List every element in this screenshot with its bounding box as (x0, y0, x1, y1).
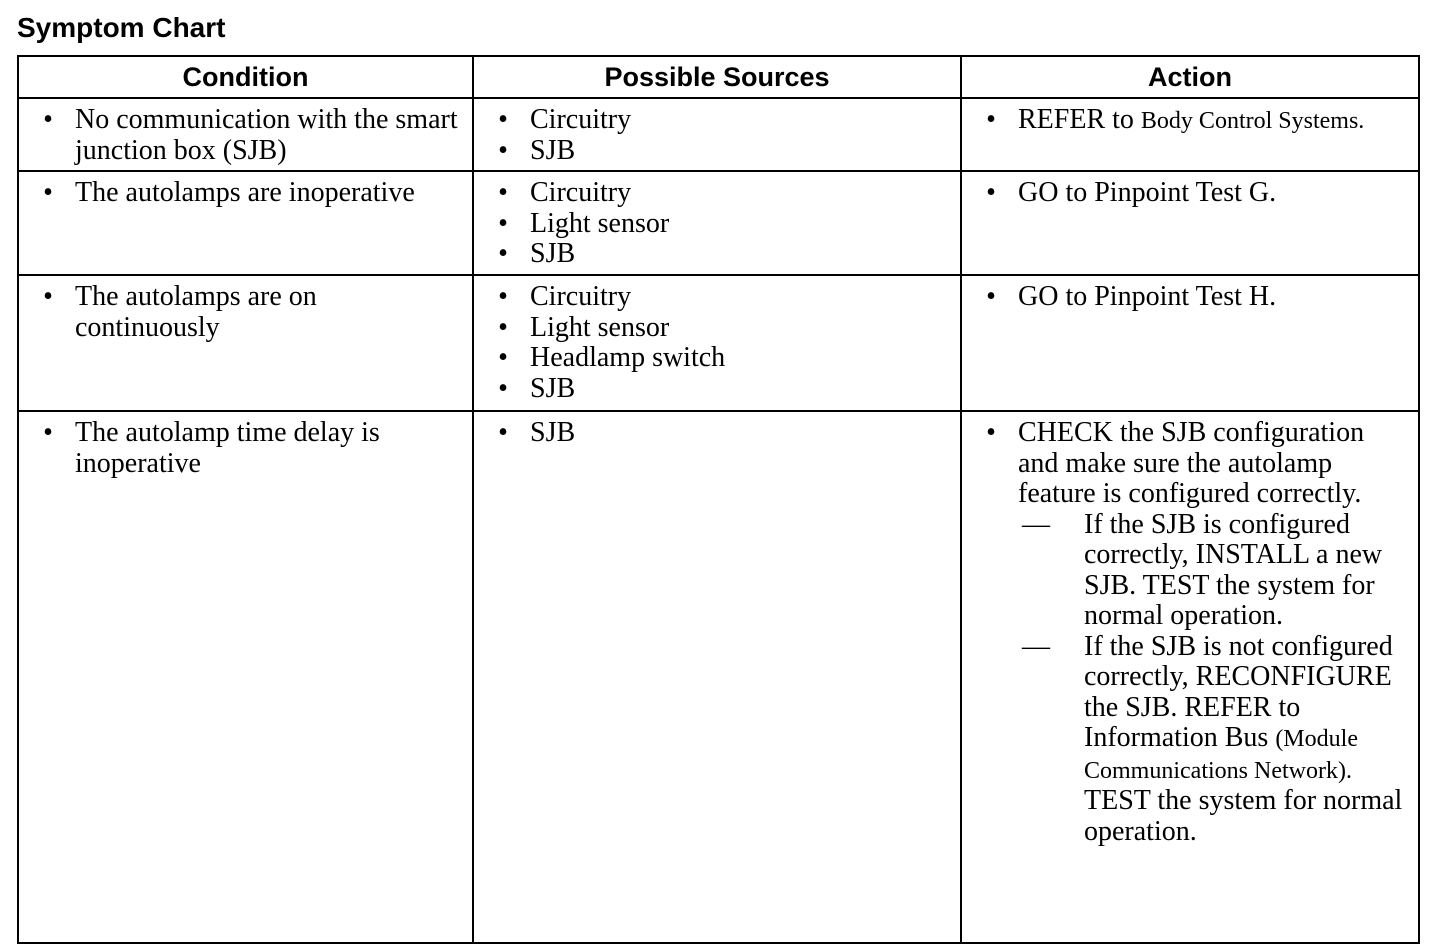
list-item (484, 239, 952, 270)
cross-reference: Body Control Systems. (1140, 108, 1365, 134)
table-row (18, 171, 1419, 275)
source-text: SJB (530, 417, 576, 448)
dash-icon: — (1022, 630, 1050, 662)
list-item (484, 282, 952, 313)
column-header-sources: Possible Sources (473, 56, 961, 98)
list-item (29, 282, 464, 343)
table-row (18, 275, 1419, 411)
sources-cell (473, 171, 961, 275)
source-text: Circuitry (530, 177, 632, 208)
list-item (484, 105, 952, 136)
source-text: Circuitry (530, 104, 632, 135)
source-text: Circuitry (530, 281, 632, 312)
bullet-icon: • (498, 238, 508, 269)
condition-text: The autolamps are on continuously (75, 281, 317, 343)
list-item (484, 209, 952, 240)
table-row (18, 98, 1419, 171)
bullet-icon: • (986, 281, 996, 312)
action-text: REFER to (1018, 104, 1134, 135)
list-item (484, 374, 952, 405)
source-text: SJB (530, 372, 576, 404)
column-header-action: Action (961, 56, 1419, 98)
list-item (972, 178, 1410, 209)
table-header-row (18, 56, 1419, 98)
list-item (484, 343, 952, 374)
dash-icon: — (1022, 508, 1050, 540)
source-text: SJB (530, 134, 576, 166)
sub-step-tail: TEST the system for normal operation. (1084, 785, 1403, 847)
action-cell (961, 171, 1419, 275)
condition-cell (18, 411, 473, 943)
source-text: Light sensor (530, 207, 670, 239)
action-text: GO to Pinpoint Test H. (1018, 281, 1277, 312)
bullet-icon: • (498, 372, 508, 404)
list-item (484, 178, 952, 209)
condition-text: No communication with the smart junction box (SJB) (75, 104, 458, 166)
source-text: Light sensor (530, 311, 670, 343)
sub-step-text: If the SJB is not configured correctly, RECONFIGURE the SJB. REFER to Information Bus (1084, 630, 1393, 753)
sources-cell (473, 275, 961, 411)
table-row (18, 411, 1419, 943)
bullet-icon: • (986, 104, 996, 135)
sub-step-text: If the SJB is configured correctly, INSTALL a new SJB. TEST the system for normal operation. (1084, 508, 1383, 631)
list-item (29, 418, 464, 479)
list-item (972, 418, 1410, 847)
bullet-icon: • (43, 417, 53, 448)
condition-text: The autolamps are inoperative (75, 177, 415, 208)
list-item (29, 105, 464, 166)
sub-step (1018, 510, 1410, 632)
sources-cell (473, 98, 961, 171)
condition-cell (18, 275, 473, 411)
bullet-icon: • (498, 281, 508, 312)
action-text: GO to Pinpoint Test G. (1018, 177, 1277, 208)
source-text: SJB (530, 238, 576, 269)
column-header-condition: Condition (18, 56, 473, 98)
list-item (29, 178, 464, 209)
condition-cell (18, 98, 473, 171)
list-item (484, 136, 952, 167)
action-cell (961, 411, 1419, 943)
list-item (972, 282, 1410, 313)
action-text: CHECK the SJB configuration and make sure the autolamp feature is configured correctly. (1018, 417, 1365, 509)
condition-cell (18, 171, 473, 275)
action-cell (961, 275, 1419, 411)
bullet-icon: • (498, 104, 508, 135)
sub-step (1018, 632, 1410, 848)
bullet-icon: • (498, 311, 508, 343)
bullet-icon: • (43, 281, 53, 312)
sources-cell (473, 411, 961, 943)
bullet-icon: • (986, 417, 996, 448)
source-text: Headlamp switch (530, 342, 726, 373)
bullet-icon: • (43, 104, 53, 135)
action-cell (961, 98, 1419, 171)
bullet-icon: • (43, 177, 53, 208)
list-item (484, 418, 952, 449)
list-item (972, 105, 1410, 137)
condition-text: The autolamp time delay is inoperative (75, 417, 380, 479)
bullet-icon: • (498, 342, 508, 373)
page-title: Symptom Chart (17, 12, 226, 43)
bullet-icon: • (498, 207, 508, 239)
bullet-icon: • (986, 177, 996, 208)
bullet-icon: • (498, 417, 508, 448)
bullet-icon: • (498, 177, 508, 208)
symptom-chart-table (17, 55, 1420, 944)
cross-reference: (Module Communications Network). (1084, 726, 1358, 784)
list-item (484, 313, 952, 344)
bullet-icon: • (498, 134, 508, 166)
